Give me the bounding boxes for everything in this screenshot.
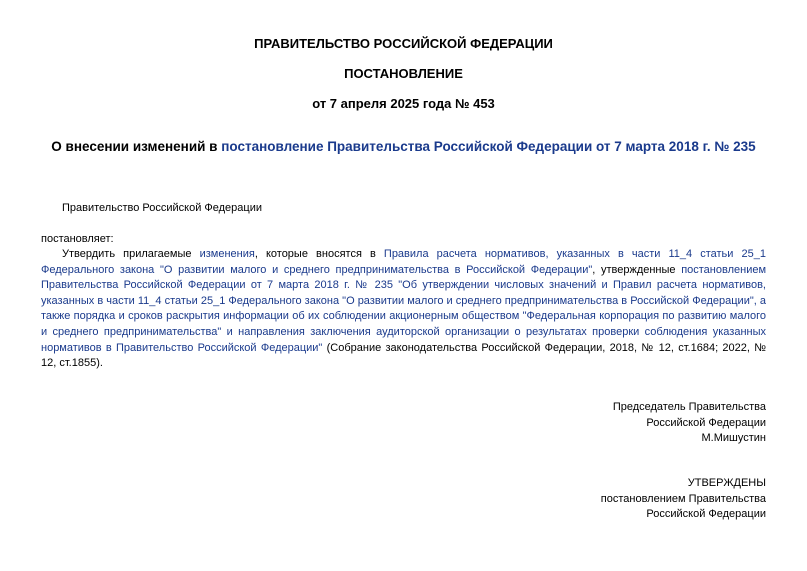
subject-prefix: О внесении изменений в — [51, 139, 222, 154]
document-type: ПОСТАНОВЛЕНИЕ — [344, 66, 463, 81]
resolves-label: постановляет: — [41, 233, 114, 245]
document-subject — [0, 139, 807, 155]
body-text-2: , которые вносятся в — [254, 248, 384, 260]
document-date-number: от 7 апреля 2025 года № 453 — [312, 96, 495, 111]
body-text-3: , утвержденные — [592, 263, 682, 276]
signature-name: М.Мишустин — [701, 432, 766, 445]
approval-block — [601, 476, 766, 523]
resolution-paragraph — [41, 247, 766, 372]
link-calculation-rules[interactable]: Правила расчета нормативов, указанных в части 11_4 статьи 25_1 Федерального закона "О развитии малого и среднего предпринимательства в Российской Федерации" — [41, 248, 766, 276]
body-text-1: Утвердить прилагаемые — [62, 248, 200, 260]
link-amendments[interactable]: изменения — [199, 248, 255, 260]
approved-label: УТВЕРЖДЕНЫ — [687, 477, 766, 489]
body-text-4: (Собрание законодательства Российской Федерации, 2018, № 12, ст.1684; 2022, № 12, ст.1855). — [41, 341, 767, 370]
issuer: Правительство Российской Федерации — [62, 202, 262, 214]
signature-block — [613, 400, 766, 447]
link-resolution-235[interactable]: постановлением Правительства Российской Федерации от 7 марта 2018 г. № 235 "Об утверждении числовых значений и Правил расчета нормативов, указанных в части 11_4 статьи 25_1 Федерального закона "О развитии малого и среднего предпринимательства в Российской Федерации", а также порядка и сроков раскрытия информации об их соблюдении акционерным обществом "Федеральная корпорация по развитию малого и среднего предпринимательства" и направления заключения аудиторской организации о результатах проверки соблюдения указанных нормативов в Правительство Российской Федерации" — [41, 263, 767, 354]
signature-title: Председатель Правительства — [612, 401, 766, 413]
approved-by: постановлением Правительства — [600, 492, 766, 505]
subject-link[interactable]: постановление Правительства Российской Федерации от 7 марта 2018 г. № 235 — [221, 139, 756, 154]
government-title: ПРАВИТЕЛЬСТВО РОССИЙСКОЙ ФЕДЕРАЦИИ — [254, 36, 553, 51]
approved-org: Российской Федерации — [646, 508, 766, 521]
signature-org: Российской Федерации — [646, 416, 766, 429]
